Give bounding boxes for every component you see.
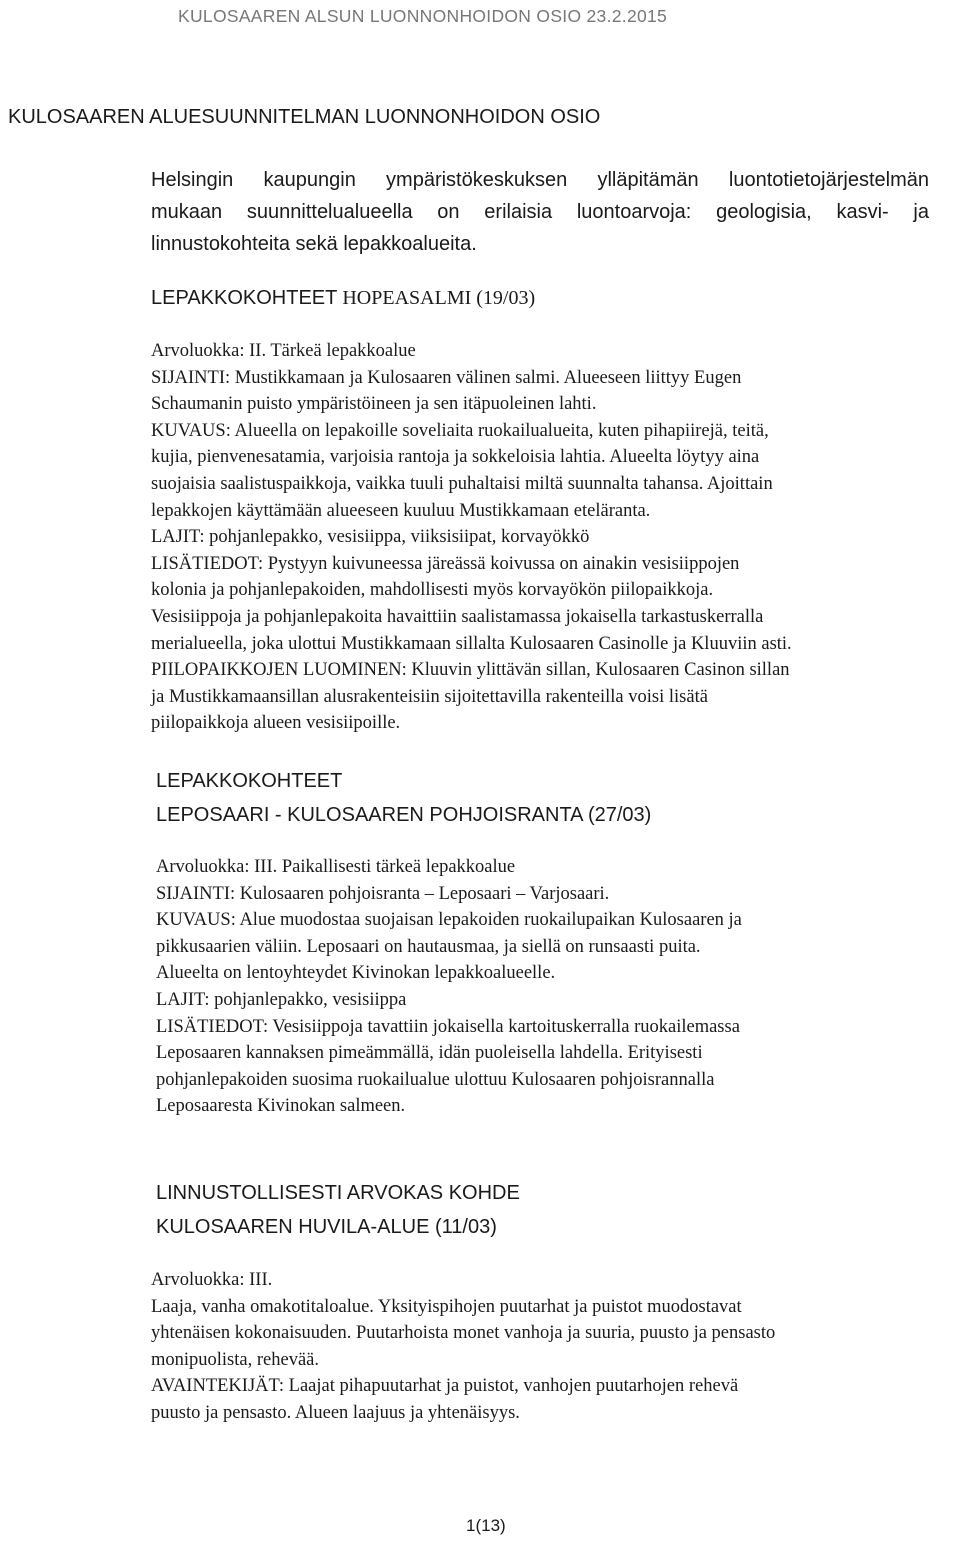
body-line: LISÄTIEDOT: Pystyyn kuivuneessa järeässä koivussa on ainakin vesisiippojen — [151, 553, 740, 574]
page-number: 1(13) — [466, 1516, 506, 1535]
body-line: Arvoluokka: III. Paikallisesti tärkeä lepakkoalue — [156, 857, 516, 877]
body-line: kujia, pienvenesatamia, varjoisia rantoja ja sokkeloisia lahtia. Alueelta löytyy aina — [151, 447, 760, 468]
section-heading-line: LEPOSAARI - KULOSAAREN POHJOISRANTA (27/03) — [156, 804, 652, 826]
section-heading-label: LEPAKKOKOHTEET — [151, 287, 338, 309]
section-heading-line: LINNUSTOLLISESTI ARVOKAS KOHDE — [156, 1182, 520, 1204]
body-line: suojaisia saalistuspaikkoja, vaikka tuuli puhaltaisi miltä suunnalta tahansa. Ajoittain — [151, 473, 773, 494]
body-line: lepakkojen käyttämään alueeseen kuuluu Mustikkamaan eteläranta. — [151, 500, 651, 521]
body-line: pohjanlepakoiden suosima ruokailualue ulottuu Kulosaaren pohjoisrannalla — [156, 1069, 715, 1090]
body-line: Vesisiippoja ja pohjanlepakoita havaittiin saalistamassa jokaisella tarkastuskerralla — [151, 606, 764, 627]
intro-paragraph — [151, 164, 929, 260]
section-hopeasalmi-heading — [151, 284, 535, 312]
body-line: LAJIT: pohjanlepakko, vesisiippa — [156, 989, 407, 1010]
body-line: Arvoluokka: III. — [151, 1270, 273, 1290]
body-line: Leposaaresta Kivinokan salmeen. — [156, 1096, 406, 1117]
body-line: merialueella, joka ulottui Mustikkamaan sillalta Kulosaaren Casinolle ja Kluuviin asti. — [151, 633, 792, 654]
section-leposaari-heading — [156, 764, 651, 832]
body-line: Alueelta on lentoyhteydet Kivinokan lepakkoalueelle. — [156, 963, 556, 984]
section-heading-line: KULOSAAREN HUVILA-ALUE (11/03) — [156, 1216, 497, 1238]
intro-line: linnustokohteita sekä lepakkoalueita. — [151, 233, 477, 255]
page-header: KULOSAAREN ALSUN LUONNONHOIDON OSIO 23.2.2015 — [178, 6, 668, 26]
document-title: KULOSAAREN ALUESUUNNITELMAN LUONNONHOIDON OSIO — [8, 106, 601, 128]
body-line: SIJAINTI: Kulosaaren pohjoisranta – Leposaari – Varjosaari. — [156, 883, 610, 904]
body-line: piilopaikkoja alueen vesisiipoille. — [151, 713, 401, 734]
body-line: LISÄTIEDOT: Vesisiippoja tavattiin jokaisella kartoituskerralla ruokailemassa — [156, 1016, 740, 1037]
body-line: pikkusaarien väliin. Leposaari on hautausmaa, ja siellä on runsaasti puita. — [156, 936, 701, 957]
section-heading-line: LEPAKKOKOHTEET — [156, 770, 343, 792]
body-line: PIILOPAIKKOJEN LUOMINEN: Kluuvin ylittävän sillan, Kulosaaren Casinon sillan — [151, 660, 790, 681]
body-line: SIJAINTI: Mustikkamaan ja Kulosaaren välinen salmi. Alueeseen liittyy Eugen — [151, 367, 742, 388]
body-line: yhtenäisen kokonaisuuden. Puutarhoista monet vanhoja ja suuria, puusto ja pensasto — [151, 1323, 776, 1344]
body-line: puusto ja pensasto. Alueen laajuus ja yhtenäisyys. — [151, 1402, 520, 1423]
section-leposaari-body — [156, 854, 742, 1120]
body-line: kolonia ja pohjanlepakoiden, mahdollisesti myös korvayökön piilopaikkoja. — [151, 580, 714, 601]
body-line: KUVAUS: Alueella on lepakoille soveliaita ruokailualueita, kuten pihapiirejä, teitä, — [151, 420, 769, 441]
body-line: LAJIT: pohjanlepakko, vesisiippa, viiksisiipat, korvayökkö — [151, 527, 590, 548]
section-hopeasalmi-body — [151, 338, 792, 737]
body-line: Laaja, vanha omakotitaloalue. Yksityispihojen puutarhat ja puistot muodostavat — [151, 1296, 742, 1317]
body-line: Schaumanin puisto ympäristöineen ja sen itäpuoleinen lahti. — [151, 394, 597, 415]
section-huvila-alue-heading — [156, 1176, 520, 1244]
body-line: AVAINTEKIJÄT: Laajat pihapuutarhat ja puistot, vanhojen puutarhojen rehevä — [151, 1376, 739, 1397]
intro-line: mukaan suunnittelualueella on erilaisia luontoarvoja: geologisia, kasvi- ja — [151, 201, 929, 223]
body-line: Arvoluokka: II. Tärkeä lepakkoalue — [151, 341, 416, 361]
body-line: monipuolista, rehevää. — [151, 1349, 319, 1370]
section-huvila-alue-body — [151, 1267, 775, 1427]
section-heading-place: HOPEASALMI (19/03) — [342, 287, 536, 309]
body-line: ja Mustikkamaansillan alusrakenteisiin sijoitettavilla rakenteilla voisi lisätä — [151, 686, 708, 707]
intro-line: Helsingin kaupungin ympäristökeskuksen ylläpitämän luontotietojärjestelmän — [151, 169, 929, 191]
body-line: KUVAUS: Alue muodostaa suojaisan lepakoiden ruokailupaikan Kulosaaren ja — [156, 910, 742, 931]
body-line: Leposaaren kannaksen pimeämmällä, idän puoleisella lahdella. Erityisesti — [156, 1043, 703, 1064]
